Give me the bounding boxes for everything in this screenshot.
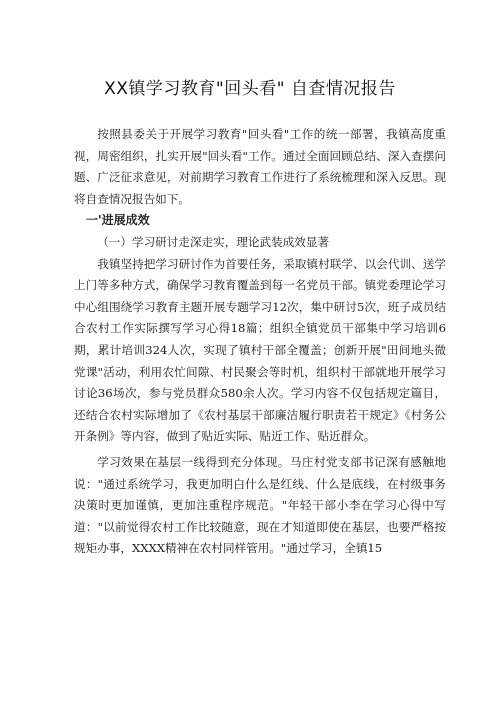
section-heading: 一'进展成效 <box>86 213 150 228</box>
subsection-heading: （一）学习研讨走深走实，理论武装成效显著 <box>97 234 330 249</box>
body-paragraph-2: 学习效果在基层一线得到充分体现。马庄村党支部书记深有感触地说："通过系统学习，我更加明白什么是红线、什么是底线，在村级事务决策时更加谨慎，更加注重程序规范。"年轻干部小李在学习心得中写道："以前觉得农村工作比较随意，现在才知道即使在基层，也要严格按规矩办事，XXXX精神在农村同样管用。"通过学习，全镇15 <box>74 454 446 556</box>
document-body <box>74 124 446 560</box>
body-paragraph-1: 我镇坚持把学习研讨作为首要任务，采取镇村联学、以会代训、送学上门等多种方式，确保学习教育覆盖到每一名党员干部。镇党委理论学习中心组围绕学习教育主题开展专题学习12次，集中研讨5次，班子成员结合农村工作实际撰写学习心得18篇；组织全镇党员干部集中学习培训6期，累计培训324人次，实现了镇村干部全覆盖；创新开展"田间地头微党课"活动，利用农忙间隙、村民聚会等时机，组织村干部就地开展学习讨论36场次，参与党员群众580余人次。学习内容不仅包括规定篇目，还结合农村实际增加了《农村基层干部廉洁履行职责若干规定》《村务公开条例》等内容，做到了贴近实际、贴近工作、贴近群众。 <box>74 256 446 444</box>
intro-paragraph: 按照县委关于开展学习教育"回头看"工作的统一部署，我镇高度重视，周密组织，扎实开展"回头看"工作。通过全面回顾总结、深入查摆问题、广泛征求意见，对前期学习教育工作进行了系统梳理和深入反思。现将自查情况报告如下。 <box>74 127 446 206</box>
document-title: XX镇学习教育"回头看" 自查情况报告 <box>104 79 396 99</box>
